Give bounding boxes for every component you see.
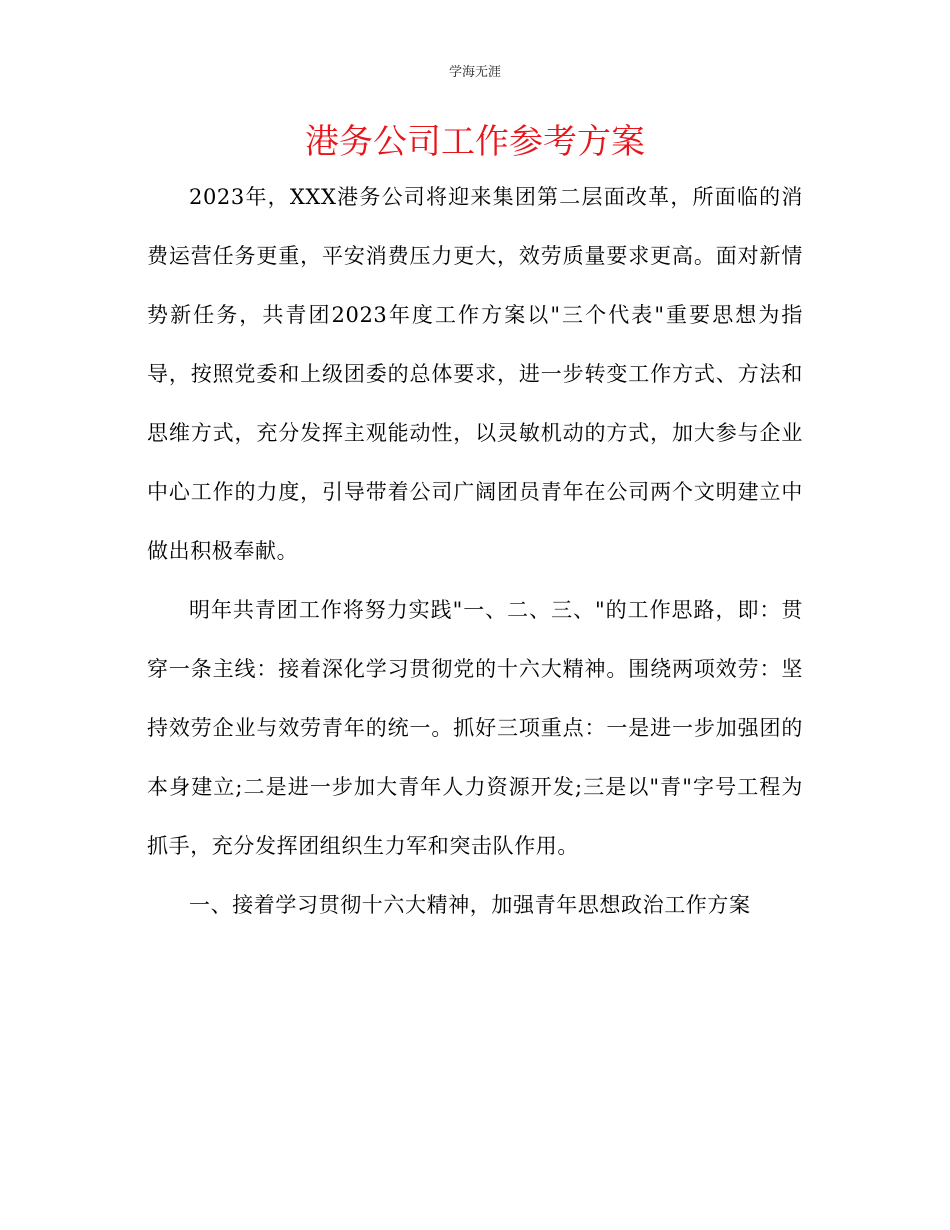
paragraph-work-approach: 明年共青团工作将努力实践"一、二、三、"的工作思路，即：贯穿一条主线：接着深化学习贯彻党的十六大精神。围绕两项效劳：坚持效劳企业与效劳青年的统一。抓好三项重点：一是进一步加强团的本身建立;二是进一步加大青年人力资源开发;三是以"青"字号工程为抓手，充分发挥团组织生力军和突击队作用。 [147, 598, 803, 858]
document-body [147, 168, 803, 935]
paragraph-intro: 2023年，XXX港务公司将迎来集团第二层面改革，所面临的消费运营任务更重，平安消费压力更大，效劳质量要求更高。面对新情势新任务，共青团2023年度工作方案以"三个代表"重要思想为指导，按照党委和上级团委的总体要求，进一步转变工作方式、方法和思维方式，充分发挥主观能动性，以灵敏机动的方式，加大参与企业中心工作的力度，引导带着公司广阔团员青年在公司两个文明建立中做出积极奉献。 [147, 185, 803, 563]
header-note: 学海无涯 [448, 65, 501, 80]
section-heading-1: 一、接着学习贯彻十六大精神，加强青年思想政治工作方案 [189, 893, 751, 917]
document-title: 港务公司工作参考方案 [305, 122, 645, 162]
